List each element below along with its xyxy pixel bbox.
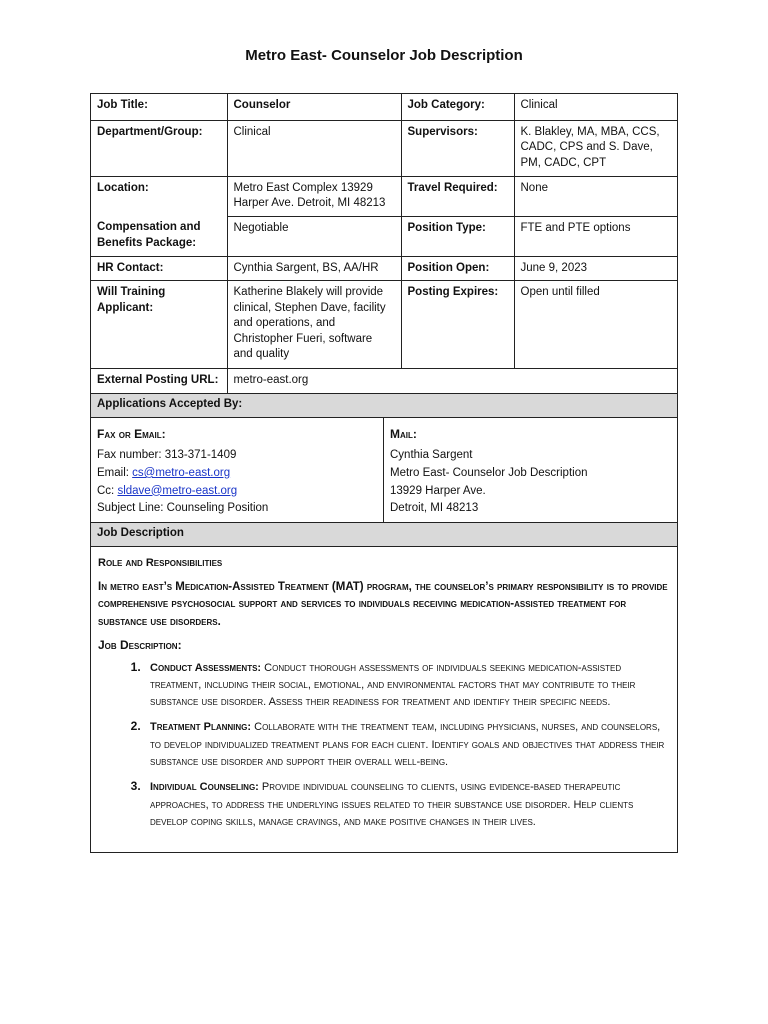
- item-title: Conduct Assessments:: [150, 661, 262, 674]
- list-item: [144, 659, 670, 712]
- compensation-value: Negotiable: [227, 216, 401, 256]
- supervisors-label: Supervisors:: [401, 120, 514, 176]
- list-item: [144, 718, 670, 771]
- row-will-training: [91, 281, 677, 369]
- jd-heading: Job Description:: [98, 638, 182, 653]
- document-title: Metro East- Counselor Job Description: [245, 47, 523, 64]
- external-url-label: External Posting URL:: [91, 369, 227, 394]
- external-url-value: metro-east.org: [227, 369, 677, 394]
- mail-column: [384, 418, 677, 523]
- email-link[interactable]: cs@metro-east.org: [132, 466, 231, 479]
- compensation-label: Compensation and Benefits Package:: [91, 216, 227, 256]
- mail-org: Metro East- Counselor Job Description: [390, 466, 588, 479]
- row-external-url: [91, 369, 677, 394]
- item-title: Individual Counseling:: [150, 781, 259, 794]
- job-category-label: Job Category:: [401, 94, 514, 120]
- location-value: Metro East Complex 13929 Harper Ave. Detroit, MI 48213: [227, 176, 401, 216]
- mail-street: 13929 Harper Ave.: [390, 484, 486, 497]
- cc-email-link[interactable]: sldave@metro-east.org: [117, 484, 238, 497]
- job-description-form: [90, 93, 678, 853]
- row-hr-contact: [91, 256, 677, 281]
- role-heading: Role and Responsibilities: [98, 557, 223, 570]
- posting-expires-value: Open until filled: [514, 281, 677, 369]
- job-description-section: [91, 547, 677, 852]
- job-category-value: Clinical: [514, 94, 677, 120]
- job-description-band: Job Description: [91, 522, 677, 547]
- position-open-value: June 9, 2023: [514, 256, 677, 281]
- subject-line: Subject Line: Counseling Position: [97, 502, 269, 515]
- row-location: [91, 176, 677, 216]
- applications-band: Applications Accepted By:: [91, 394, 677, 418]
- list-item: [144, 778, 670, 831]
- travel-label: Travel Required:: [401, 176, 514, 216]
- will-training-label: Will Training Applicant:: [91, 281, 227, 369]
- row-compensation: [91, 216, 677, 256]
- position-type-value: FTE and PTE options: [514, 216, 677, 256]
- item-title: Treatment Planning:: [150, 721, 252, 734]
- applications-section: [91, 418, 677, 523]
- row-department: [91, 120, 677, 176]
- department-label: Department/Group:: [91, 120, 227, 176]
- mail-city: Detroit, MI 48213: [390, 502, 479, 515]
- supervisors-value: K. Blakley, MA, MBA, CCS, CADC, CPS and S. Dave, PM, CADC, CPT: [514, 120, 677, 176]
- job-title-value: Counselor: [227, 94, 401, 120]
- hr-contact-value: Cynthia Sargent, BS, AA/HR: [227, 256, 401, 281]
- job-title-label: Job Title:: [91, 94, 227, 120]
- item-text: Collaborate with the treatment team, including physicians, nurses, and counselors, to develop individualized treatment plans for each client. Identify goals and objectives that address their substance use disorder and support their overall well-being.: [150, 721, 665, 768]
- item-text: Conduct thorough assessments of individuals seeking medication-assisted treatment, including their social, emotional, and environmental factors that may contribute to their substance use disorder. Assess their readiness for treatment and identify their specific needs.: [150, 661, 636, 709]
- position-open-label: Position Open:: [401, 256, 514, 281]
- hr-contact-label: HR Contact:: [91, 256, 227, 281]
- email-line: [97, 465, 377, 483]
- row-job-title: [91, 94, 677, 120]
- cc-prefix: Cc:: [97, 484, 118, 497]
- email-prefix: Email:: [97, 466, 133, 479]
- will-training-value: Katherine Blakely will provide clinical, Stephen Dave, facility and operations, and Christopher Fueri, software and quality: [227, 281, 401, 369]
- fax-number: Fax number: 313-371-1409: [97, 449, 237, 462]
- cc-line: [97, 483, 377, 501]
- fax-email-column: [91, 418, 384, 523]
- department-value: Clinical: [227, 120, 401, 176]
- position-type-label: Position Type:: [401, 216, 514, 256]
- fax-email-heading: Fax or Email:: [97, 426, 166, 441]
- posting-expires-label: Posting Expires:: [401, 281, 514, 369]
- job-info-table: [91, 94, 677, 394]
- role-intro: In metro east’s Medication-Assisted Treatment (MAT) program, the counselor’s primary responsibility is to provide comprehensive psychosocial support and services to individuals receiving medication-assisted treatment for substance use disorders.: [98, 580, 668, 628]
- location-label: Location:: [91, 176, 227, 216]
- responsibility-list: [98, 659, 670, 832]
- mail-heading: Mail:: [390, 426, 417, 441]
- item-text: Provide individual counseling to clients, using evidence-based therapeutic approaches, to address the underlying issues related to their substance use disorder. Help clients develop coping skills, manage cravings, and make positive changes in their lives.: [150, 781, 634, 828]
- travel-value: None: [514, 176, 677, 216]
- mail-name: Cynthia Sargent: [390, 449, 473, 462]
